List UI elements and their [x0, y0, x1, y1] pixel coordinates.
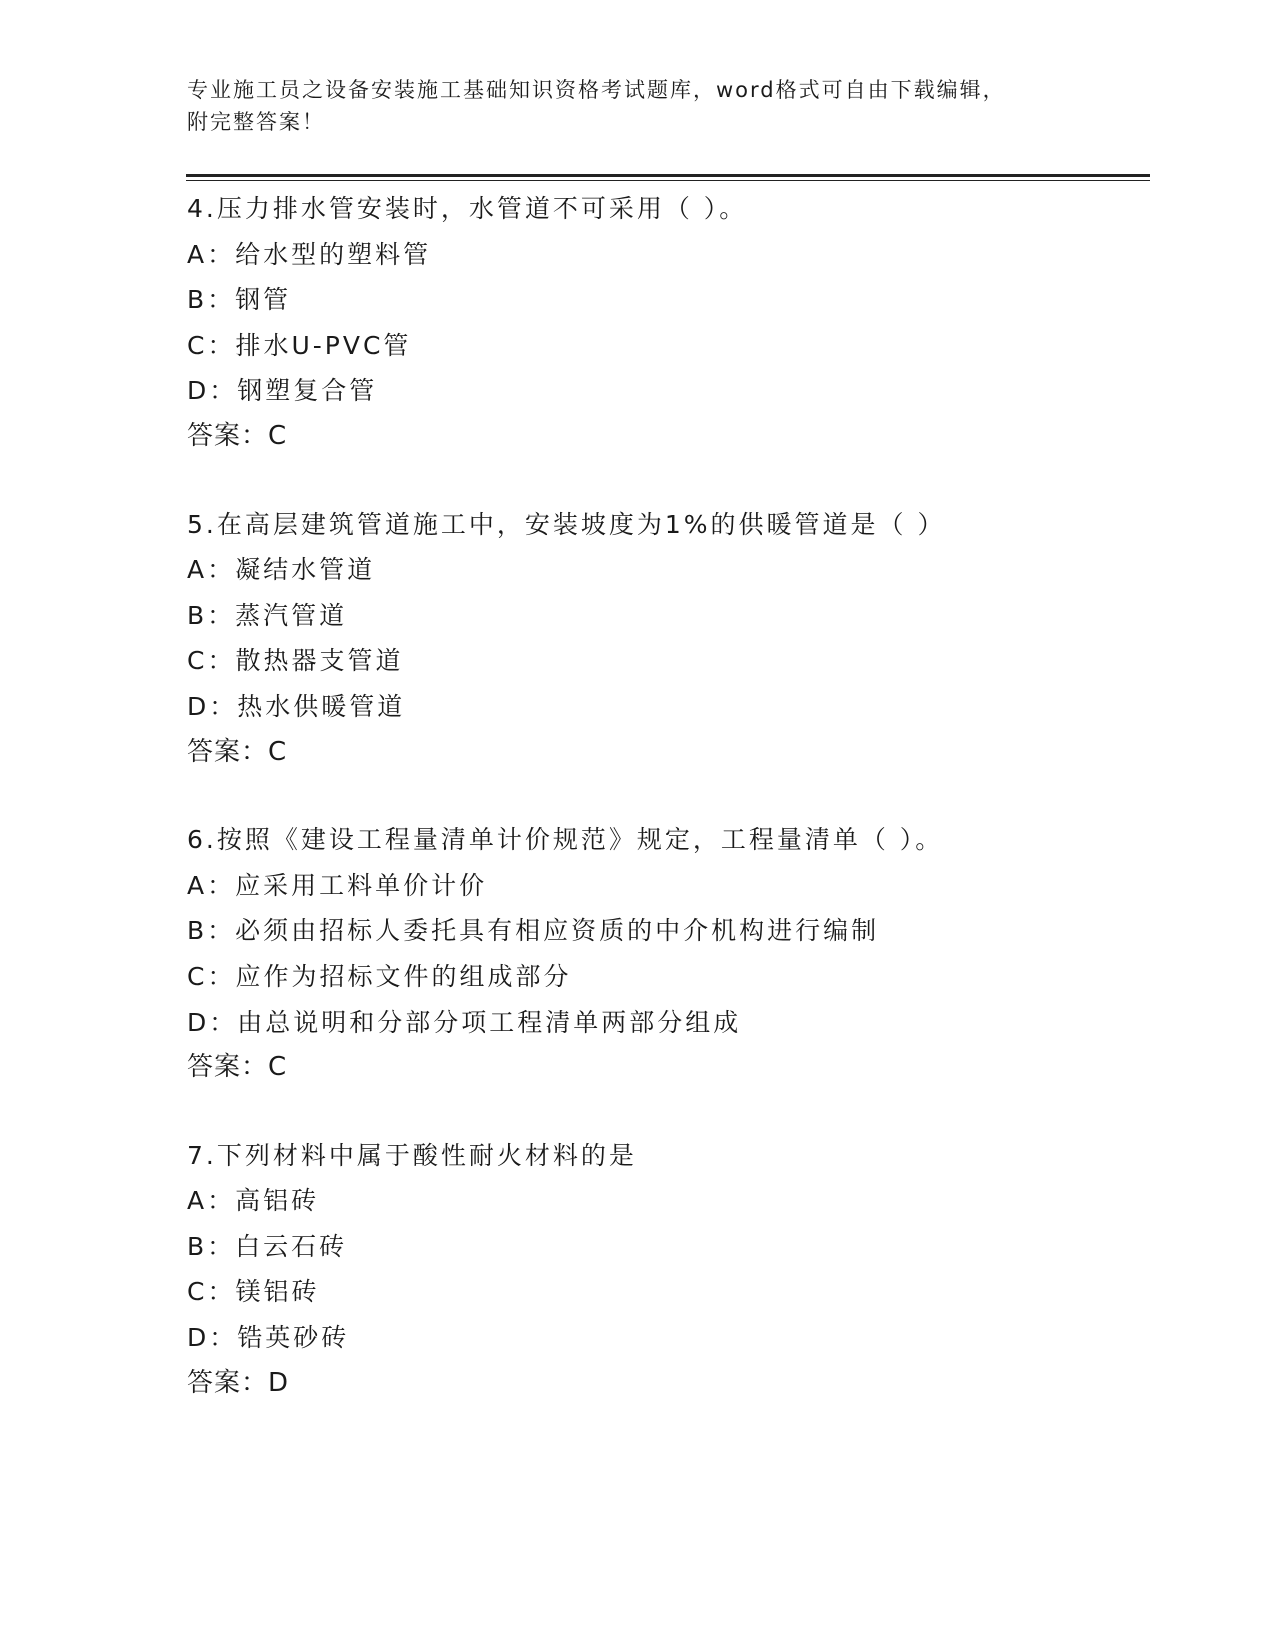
option-c: C：排水U-PVC管 — [187, 330, 412, 360]
option-b: B：必须由招标人委托具有相应资质的中介机构进行编制 — [187, 916, 880, 946]
document-header — [187, 74, 1087, 138]
header-line-2: 附完整答案！ — [187, 110, 325, 134]
option-d: D：由总说明和分部分项工程清单两部分组成 — [187, 1007, 742, 1037]
question-stem: 6.按照《建设工程量清单计价规范》规定，工程量清单（ ）。 — [187, 825, 944, 855]
question-stem: 5.在高层建筑管道施工中，安装坡度为1%的供暖管道是（ ） — [187, 509, 946, 539]
question-5 — [187, 502, 1147, 776]
option-d: D：钢塑复合管 — [187, 376, 378, 406]
option-a: A：应采用工料单价计价 — [187, 870, 488, 900]
answer-line: 答案：C — [187, 1052, 288, 1083]
header-divider-thin — [186, 180, 1150, 181]
option-c: C：应作为招标文件的组成部分 — [187, 961, 572, 991]
option-a: A：高铝砖 — [187, 1186, 320, 1216]
option-d: D：热水供暖管道 — [187, 691, 406, 721]
question-list — [187, 186, 1147, 1448]
question-7 — [187, 1133, 1147, 1407]
option-b: B：钢管 — [187, 285, 292, 315]
option-c: C：镁铝砖 — [187, 1277, 320, 1307]
option-b: B：蒸汽管道 — [187, 600, 348, 630]
header-divider-thick — [186, 174, 1150, 177]
question-6 — [187, 817, 1147, 1091]
option-d: D：锆英砂砖 — [187, 1323, 350, 1353]
option-b: B：白云石砖 — [187, 1231, 348, 1261]
answer-line: 答案：C — [187, 736, 288, 767]
option-c: C：散热器支管道 — [187, 646, 404, 676]
header-line-1: 专业施工员之设备安装施工基础知识资格考试题库，word格式可自由下载编辑， — [187, 78, 1006, 102]
option-a: A：给水型的塑料管 — [187, 239, 432, 269]
answer-line: 答案：D — [187, 1367, 290, 1398]
option-a: A：凝结水管道 — [187, 555, 376, 585]
question-4 — [187, 186, 1147, 460]
question-stem: 7.下列材料中属于酸性耐火材料的是 — [187, 1140, 637, 1170]
question-stem: 4.压力排水管安装时，水管道不可采用（ ）。 — [187, 194, 748, 223]
answer-line: 答案：C — [187, 420, 288, 451]
